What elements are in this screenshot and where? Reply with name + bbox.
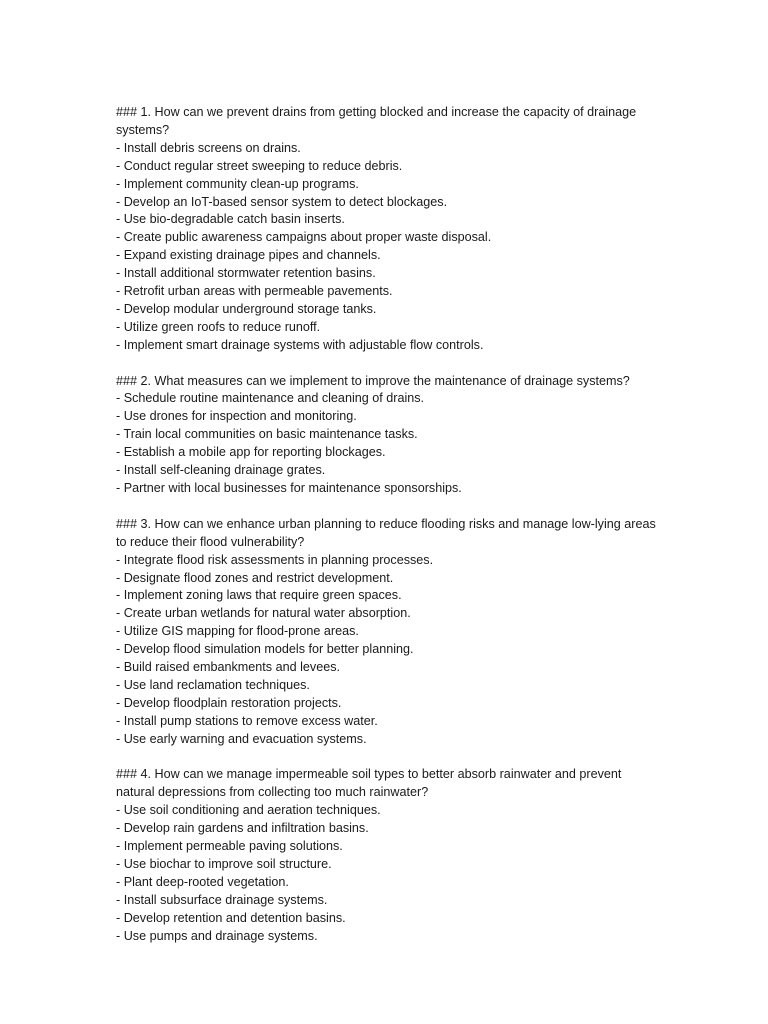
list-item: - Train local communities on basic maintenance tasks. (116, 427, 418, 442)
list-item: - Use drones for inspection and monitoring. (116, 409, 357, 424)
list-item: - Create urban wetlands for natural water absorption. (116, 606, 411, 621)
list-item: - Build raised embankments and levees. (116, 660, 341, 675)
list-item: - Utilize GIS mapping for flood-prone areas. (116, 624, 359, 639)
section-heading: ### 4. How can we manage impermeable soil types to better absorb rainwater and prevent natural depressions from collecting too much rainwater? (116, 767, 622, 800)
list-item: - Conduct regular street sweeping to reduce debris. (116, 158, 403, 173)
list-item: - Install self-cleaning drainage grates. (116, 463, 326, 478)
list-item: - Use land reclamation techniques. (116, 677, 310, 692)
list-item: - Implement zoning laws that require green spaces. (116, 588, 402, 603)
list-item: - Implement community clean-up programs. (116, 176, 359, 191)
list-item: - Establish a mobile app for reporting blockages. (116, 445, 386, 460)
section-4 (116, 766, 656, 945)
list-item: - Install additional stormwater retention basins. (116, 266, 376, 281)
list-item: - Utilize green roofs to reduce runoff. (116, 319, 321, 334)
list-item: - Develop flood simulation models for better planning. (116, 642, 414, 657)
list-item: - Install pump stations to remove excess water. (116, 713, 378, 728)
list-item: - Implement permeable paving solutions. (116, 839, 343, 854)
list-item: - Integrate flood risk assessments in planning processes. (116, 552, 434, 567)
list-item: - Install subsurface drainage systems. (116, 892, 328, 907)
list-item: - Develop retention and detention basins. (116, 910, 346, 925)
section-2 (116, 373, 656, 498)
list-item: - Use soil conditioning and aeration techniques. (116, 803, 381, 818)
list-item: - Implement smart drainage systems with adjustable flow controls. (116, 337, 484, 352)
list-item: - Use pumps and drainage systems. (116, 928, 318, 943)
list-item: - Designate flood zones and restrict development. (116, 570, 394, 585)
section-1 (116, 104, 656, 355)
list-item: - Schedule routine maintenance and cleaning of drains. (116, 391, 425, 406)
list-item: - Develop floodplain restoration projects. (116, 695, 342, 710)
document-page (116, 104, 656, 963)
section-3 (116, 516, 656, 749)
list-item: - Partner with local businesses for maintenance sponsorships. (116, 481, 462, 496)
list-item: - Use early warning and evacuation systems. (116, 731, 367, 746)
list-item: - Develop an IoT-based sensor system to detect blockages. (116, 194, 448, 209)
list-item: - Use biochar to improve soil structure. (116, 857, 332, 872)
list-item: - Develop modular underground storage tanks. (116, 301, 377, 316)
section-heading: ### 1. How can we prevent drains from getting blocked and increase the capacity of drainage systems? (116, 105, 637, 137)
list-item: - Expand existing drainage pipes and channels. (116, 248, 381, 263)
list-item: - Retrofit urban areas with permeable pavements. (116, 284, 393, 299)
section-heading: ### 2. What measures can we implement to improve the maintenance of drainage systems? (116, 373, 630, 388)
list-item: - Plant deep-rooted vegetation. (116, 874, 289, 889)
section-heading: ### 3. How can we enhance urban planning to reduce flooding risks and manage low-lying areas to reduce their flood vulnerability? (116, 516, 656, 549)
list-item: - Use bio-degradable catch basin inserts. (116, 212, 345, 227)
list-item: - Develop rain gardens and infiltration basins. (116, 821, 369, 836)
list-item: - Install debris screens on drains. (116, 140, 301, 155)
list-item: - Create public awareness campaigns about proper waste disposal. (116, 230, 492, 245)
